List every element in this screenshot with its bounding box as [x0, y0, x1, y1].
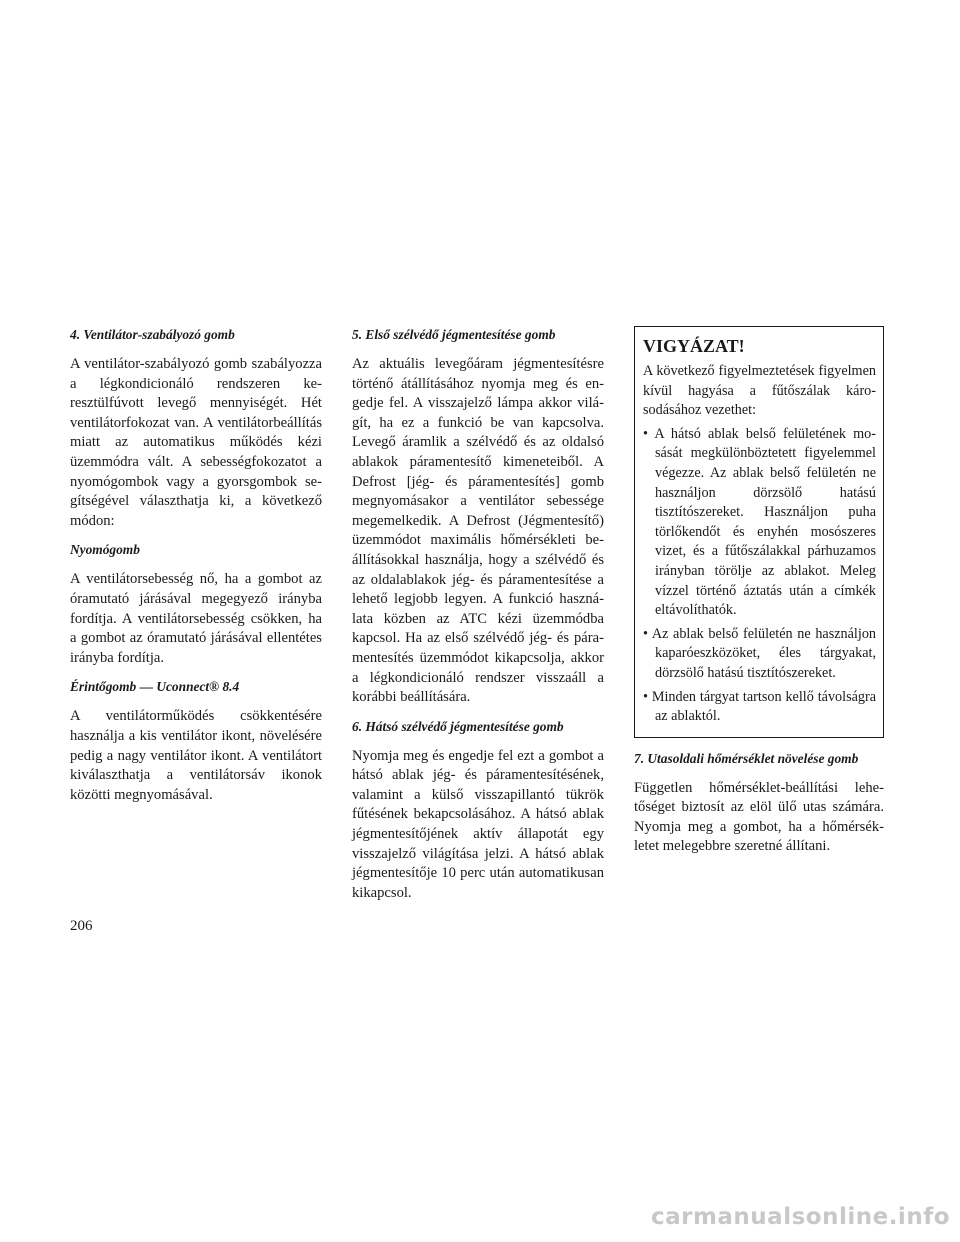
column-left [70, 326, 322, 815]
warning-list-item [643, 625, 876, 684]
watermark: carmanualsonline.info [650, 1204, 950, 1230]
paragraph-rear-defrost: Nyomja meg és engedje fel ezt a gombot a hátsó ablak jég- és páramentesítésének, valamint a külső visszapillantó tükrök fűtésének bekapcsolásához. A hátsó ablak jégmentesítőjének aktív állapotát egy visszajelző világítása jelzi. A hátsó ablak jégmentesítője 10 perc után automatikusan kikapcsol. [352, 747, 604, 901]
section-heading-front-defrost: 5. Első szélvédő jégmentesítése gomb [352, 327, 556, 342]
warning-list-item [643, 425, 876, 621]
paragraph-push-button: A ventilátorsebesség nő, ha a gombot az óramutató járásával megegyező irányba fordítja. A ventilátorsebesség csökken, ha a gombot az óramutató járásával ellentétes irányba fordítja. [70, 571, 322, 666]
warning-list [643, 425, 876, 727]
warning-item-text: Az ablak belső felületén ne használjon kaparóeszközöket, éles tárgyakat, dörzsölő hatású tisztítószereket. [651, 625, 877, 681]
column-right [634, 326, 884, 867]
subheading-push-button: Nyomógomb [70, 542, 140, 558]
section-heading-fan-control: 4. Ventilátor-szabályozó gomb [70, 327, 235, 342]
page-number: 206 [70, 918, 93, 934]
warning-title: VIGYÁZAT! [643, 336, 745, 356]
warning-list-item [643, 688, 876, 727]
paragraph-touch-button: A ventilátorműködés csökkentésére használja a kis ventilátor ikont, növelésére pedig a nagy ventilátor ikont. A ventilátort kiválaszthatja a ventilátorsáv ikonok közötti megnyomásával. [70, 708, 322, 803]
section-heading-rear-defrost: 6. Hátsó szélvédő jégmentesítése gomb [352, 718, 564, 734]
warning-item-text: A hátsó ablak belső felületének mosását megkülönböztetett figyelemmel végezze. Az ablak belső felületén ne használjon dörzsölő hatású tisztítószereket. Használjon puha törlőkendőt és enyhén mosószeres vizet, és a fűtőszálakkal párhuzamos irányban törölje az ablakot. Meleg vízzel történő áztatás után a címkék eltávolíthatók. [654, 425, 876, 619]
paragraph-passenger-temp: Független hőmérséklet-beállítási lehetőséget biztosít az elöl ülő utas számára. Nyomja meg a gombot, ha a hőmérsékletet melegebbre szeretné állítani. [634, 779, 884, 855]
section-heading-passenger-temp: 7. Utasoldali hőmérséklet növelése gomb [634, 750, 859, 766]
bullet: • [643, 688, 648, 705]
paragraph-front-defrost: Az aktuális levegőáram jégmentesítésre történő átállításához nyomja meg és engedje fel. A visszajelző lámpa akkor világít, ha ez a funkció be van kapcsolva. Levegő áramlik a szélvédő és az oldalsó ablakok páramentesítő kimeneteiből. A Defrost [jég- és páramentesítés] gomb megnyomásakor a ventilátor sebessége megemelkedik. A Defrost (Jégmentesítő) üzemmódot maximális hőmérsékleti beállításokkal használja, hogy a szélvédő és az oldalablakok jég- és páramentesítése a lehető legjobb legyen. A funkció használata közben az ATC kézi üzemmódba kapcsol. Ha az első szélvédő jég- és páramentesítés üzemmódot kikapcsolja, akkor a légkondicionáló rendszer visszaáll a korábbi beállítására. [352, 356, 604, 706]
paragraph-fan-control: A ventilátor-szabályozó gomb szabályozza a légkondicionáló rendszeren keresztülfúvott levegő mennyiségét. Hét ventilátorfokozat van. A ventilátorbeállítás miatt az automatikus működés kézi üzemmódra vált. A sebességfokozatot a nyomógombok vagy a gyorsgombok segítségével választhatja ki, a következő módon: [70, 356, 322, 529]
bullet: • [643, 625, 648, 642]
bullet: • [643, 425, 648, 442]
column-middle [352, 326, 604, 913]
warning-box [634, 326, 884, 738]
subheading-touch-button: Érintőgomb — Uconnect® 8.4 [70, 679, 240, 695]
warning-item-text: Minden tárgyat tartson kellő távolságra az ablaktól. [651, 688, 877, 725]
warning-intro: A következő figyelmeztetések figyelmen kívül hagyása a fűtőszálak károsodásához vezethet: [643, 363, 876, 419]
